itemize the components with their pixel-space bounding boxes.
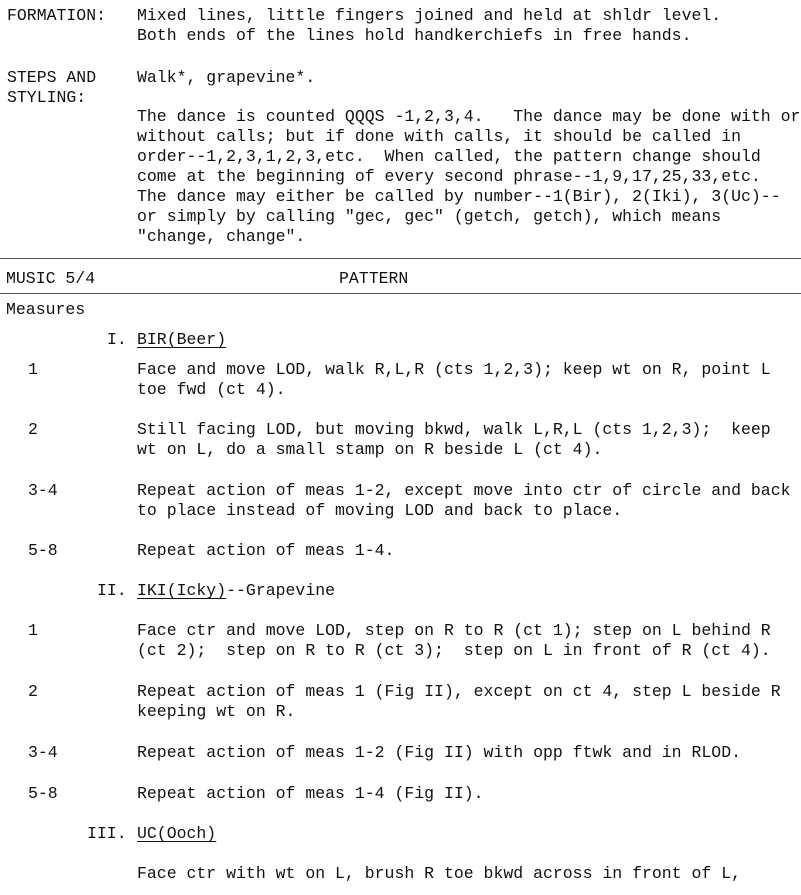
fig2-meas-2: 2 xyxy=(28,682,38,701)
divider-bottom xyxy=(0,293,801,294)
fig2-row3-line1: Repeat action of meas 1-2 (Fig II) with opp ftwk and in RLOD. xyxy=(137,743,741,762)
music-label: MUSIC 5/4 xyxy=(6,269,96,288)
fig2-row1-line2: (ct 2); step on R to R (ct 3); step on L in front of R (ct 4). xyxy=(137,641,771,660)
fig2-row2-line2: keeping wt on R. xyxy=(137,702,296,721)
fig1-meas-4: 5-8 xyxy=(28,541,58,560)
steps-para-6: or simply by calling "gec, gec" (getch, getch), which means xyxy=(137,207,722,226)
fig2-suffix: --Grapevine xyxy=(226,581,336,600)
formation-label: FORMATION: xyxy=(7,6,107,25)
fig1-numeral: I. xyxy=(107,330,127,349)
fig1-row3-line2: to place instead of moving LOD and back to place. xyxy=(137,501,623,520)
fig1-row2-line1: Still facing LOD, but moving bkwd, walk L,R,L (cts 1,2,3); keep xyxy=(137,420,771,439)
steps-para-1: The dance is counted QQQS -1,2,3,4. The dance may be done with or xyxy=(137,107,801,126)
fig2-title: IKI(Icky) xyxy=(137,581,227,600)
fig2-row2-line1: Repeat action of meas 1 (Fig II), except on ct 4, step L beside R xyxy=(137,682,781,701)
fig1-row2-line2: wt on L, do a small stamp on R beside L (ct 4). xyxy=(137,440,603,459)
fig1-row1-line2: toe fwd (ct 4). xyxy=(137,380,286,399)
steps-para-4: come at the beginning of every second phrase--1,9,17,25,33,etc. xyxy=(137,167,761,186)
fig2-row1-line1: Face ctr and move LOD, step on R to R (ct 1); step on L behind R xyxy=(137,621,771,640)
steps-label-2: STYLING: xyxy=(7,88,87,107)
fig2-numeral: II. xyxy=(97,581,127,600)
measures-label: Measures xyxy=(6,300,86,319)
fig1-meas-2: 2 xyxy=(28,420,38,439)
steps-para-2: without calls; but if done with calls, it should be called in xyxy=(137,127,741,146)
fig1-row3-line1: Repeat action of meas 1-2, except move into ctr of circle and back xyxy=(137,481,791,500)
steps-para-3: order--1,2,3,1,2,3,etc. When called, the pattern change should xyxy=(137,147,761,166)
formation-line-1: Mixed lines, little fingers joined and held at shldr level. xyxy=(137,6,722,25)
pattern-label: PATTERN xyxy=(339,269,409,288)
fig2-row4-line1: Repeat action of meas 1-4 (Fig II). xyxy=(137,784,484,803)
fig3-title: UC(Ooch) xyxy=(137,824,217,843)
steps-para-5: The dance may either be called by number--1(Bir), 2(Iki), 3(Uc)-- xyxy=(137,187,781,206)
fig1-row4-line1: Repeat action of meas 1-4. xyxy=(137,541,395,560)
divider-top xyxy=(0,258,801,259)
fig1-meas-3: 3-4 xyxy=(28,481,58,500)
fig2-meas-3: 3-4 xyxy=(28,743,58,762)
fig3-line1: Face ctr with wt on L, brush R toe bkwd across in front of L, xyxy=(137,864,741,883)
steps-first-line: Walk*, grapevine*. xyxy=(137,68,316,87)
fig1-title: BIR(Beer) xyxy=(137,330,227,349)
fig1-meas-1: 1 xyxy=(28,360,38,379)
fig3-numeral: III. xyxy=(87,824,127,843)
steps-para-7: "change, change". xyxy=(137,227,306,246)
steps-label-1: STEPS AND xyxy=(7,68,97,87)
fig2-heading xyxy=(137,581,335,601)
fig2-meas-4: 5-8 xyxy=(28,784,58,803)
fig2-meas-1: 1 xyxy=(28,621,38,640)
formation-line-2: Both ends of the lines hold handkerchiefs in free hands. xyxy=(137,26,692,45)
fig1-row1-line1: Face and move LOD, walk R,L,R (cts 1,2,3); keep wt on R, point L xyxy=(137,360,771,379)
